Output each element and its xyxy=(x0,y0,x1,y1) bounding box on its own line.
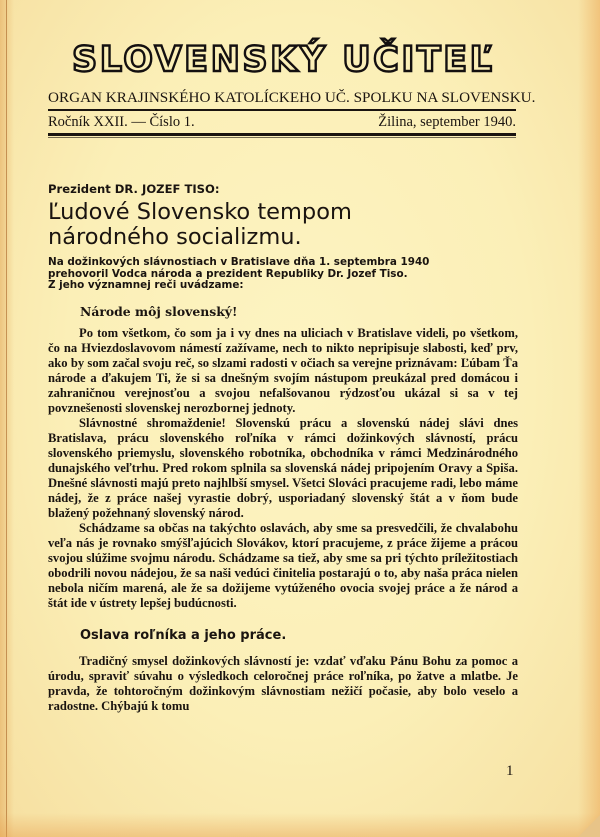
article-byline: Prezident DR. JOZEF TISO: xyxy=(48,182,220,196)
article-lede xyxy=(48,257,518,292)
lede-line: Z jeho významnej reči uvádzame: xyxy=(48,279,244,291)
masthead-rule-thin xyxy=(48,109,516,111)
masthead-rule-underline xyxy=(48,137,516,138)
article xyxy=(48,182,518,714)
section-paragraph xyxy=(48,654,518,714)
paragraph-text: Schádzame sa občas na takýchto oslavách, aby sme sa presvedčili, že chvalabohu veľa nás je rovnako smýšľajúcich Slovákov, ktorí pracujeme, z práce žijeme a prácou svojou slúžime svojmu národu. Schádzame sa tiež, aby sme sa pri týchto príležitostiach obodrili novou nádejou, že sa naši vedúci činitelia postarajú o to, aby naša práca nielen nebola ničím marená, ale že sa dožijeme vytúženého ovocia svojej práce a že národ a štát ide v ústrety lepšej budúcnosti. xyxy=(48,520,518,610)
article-headline xyxy=(48,200,518,250)
page-number: 1 xyxy=(506,763,514,779)
masthead-rule-thick xyxy=(48,133,516,136)
body-paragraph-1 xyxy=(48,326,518,416)
section-heading: Oslava roľníka a jeho práce. xyxy=(80,627,287,643)
corner-fold xyxy=(578,815,600,837)
volume-issue: Ročník XXII. — Číslo 1. xyxy=(48,114,195,130)
masthead-subtitle: ORGAN KRAJINSKÉHO KATOLÍCKEHO UČ. SPOLKU NA SLOVENSKU. xyxy=(48,89,536,106)
place-date: Žilina, september 1940. xyxy=(378,114,516,130)
salutation: Národe môj slovenský! xyxy=(80,303,238,319)
masthead-title: SLOVENSKÝ UČITEĽ xyxy=(72,40,495,80)
paragraph-text: Tradičný smysel dožinkových slávností je: vzdať vďaku Pánu Bohu za pomoc a úrodu, spraviť súvahu o výsledkoch celoročnej práce roľníka, po žatve a mlatbe. Je pravda, že tohtoročným dožinkovým slávnostiam nežičí počasie, aby bolo veselo a radostne. Chýbajú k tomu xyxy=(48,653,518,713)
body-paragraph-3 xyxy=(48,521,518,611)
paper-edge-right xyxy=(578,0,600,837)
paper-edge-bottom xyxy=(0,813,600,837)
paragraph-text: Po tom všetkom, čo som ja i vy dnes na uliciach v Bratislave videli, po všetkom, čo na Hviezdoslavovom námestí zažívame, nech to nikto nepripisuje slabosti, keď prv, ako by som začal svoju reč, so slzami radosti v očiach sa verejne priznávam: Ľúbam Ťa národe a ďakujem Ti, že si sa dnešným svojím nástupom preukázal pred domácou i zahraničnou verejnosťou a svojou nefalšovanou rýdzosťou ukázal si sa v tej povznešenosti slovenskej nerozbornej jednoty. xyxy=(48,325,518,415)
lede-line: Na dožinkových slávnostiach v Bratislave dňa 1. septembra 1940 xyxy=(48,256,430,268)
paragraph-text: Slávnostné shromaždenie! Slovenskú prácu a slovenskú nádej slávi dnes Bratislava, prácu slovenského roľníka v rámci dožinkových slávností, prácu slovenského priemyslu, slovenského robotníka, obchodníka v rámci Medzinárodného dunajského veľtrhu. Pred rokom splnila sa slovenská nádej pripojením Oravy a Spiša. Dnešné slávnosti majú preto najhlbší smysel. Všetci Slováci pracujeme radi, lebo máme nádej, že z práce našej vyrastie dobrý, usporiadaný slovenský štát a v ňom bude blažený požehnaný slovenský národ. xyxy=(48,415,518,520)
issue-info-row xyxy=(48,113,516,131)
lede-line: prehovoril Vodca národa a prezident Republiky Dr. Jozef Tiso. xyxy=(48,267,408,280)
paper-crease xyxy=(6,0,7,837)
headline-line: národného socializmu. xyxy=(48,224,302,250)
headline-line: Ľudové Slovensko tempom xyxy=(48,199,352,225)
paper-edge-left xyxy=(0,0,14,837)
body-paragraph-2 xyxy=(48,416,518,521)
